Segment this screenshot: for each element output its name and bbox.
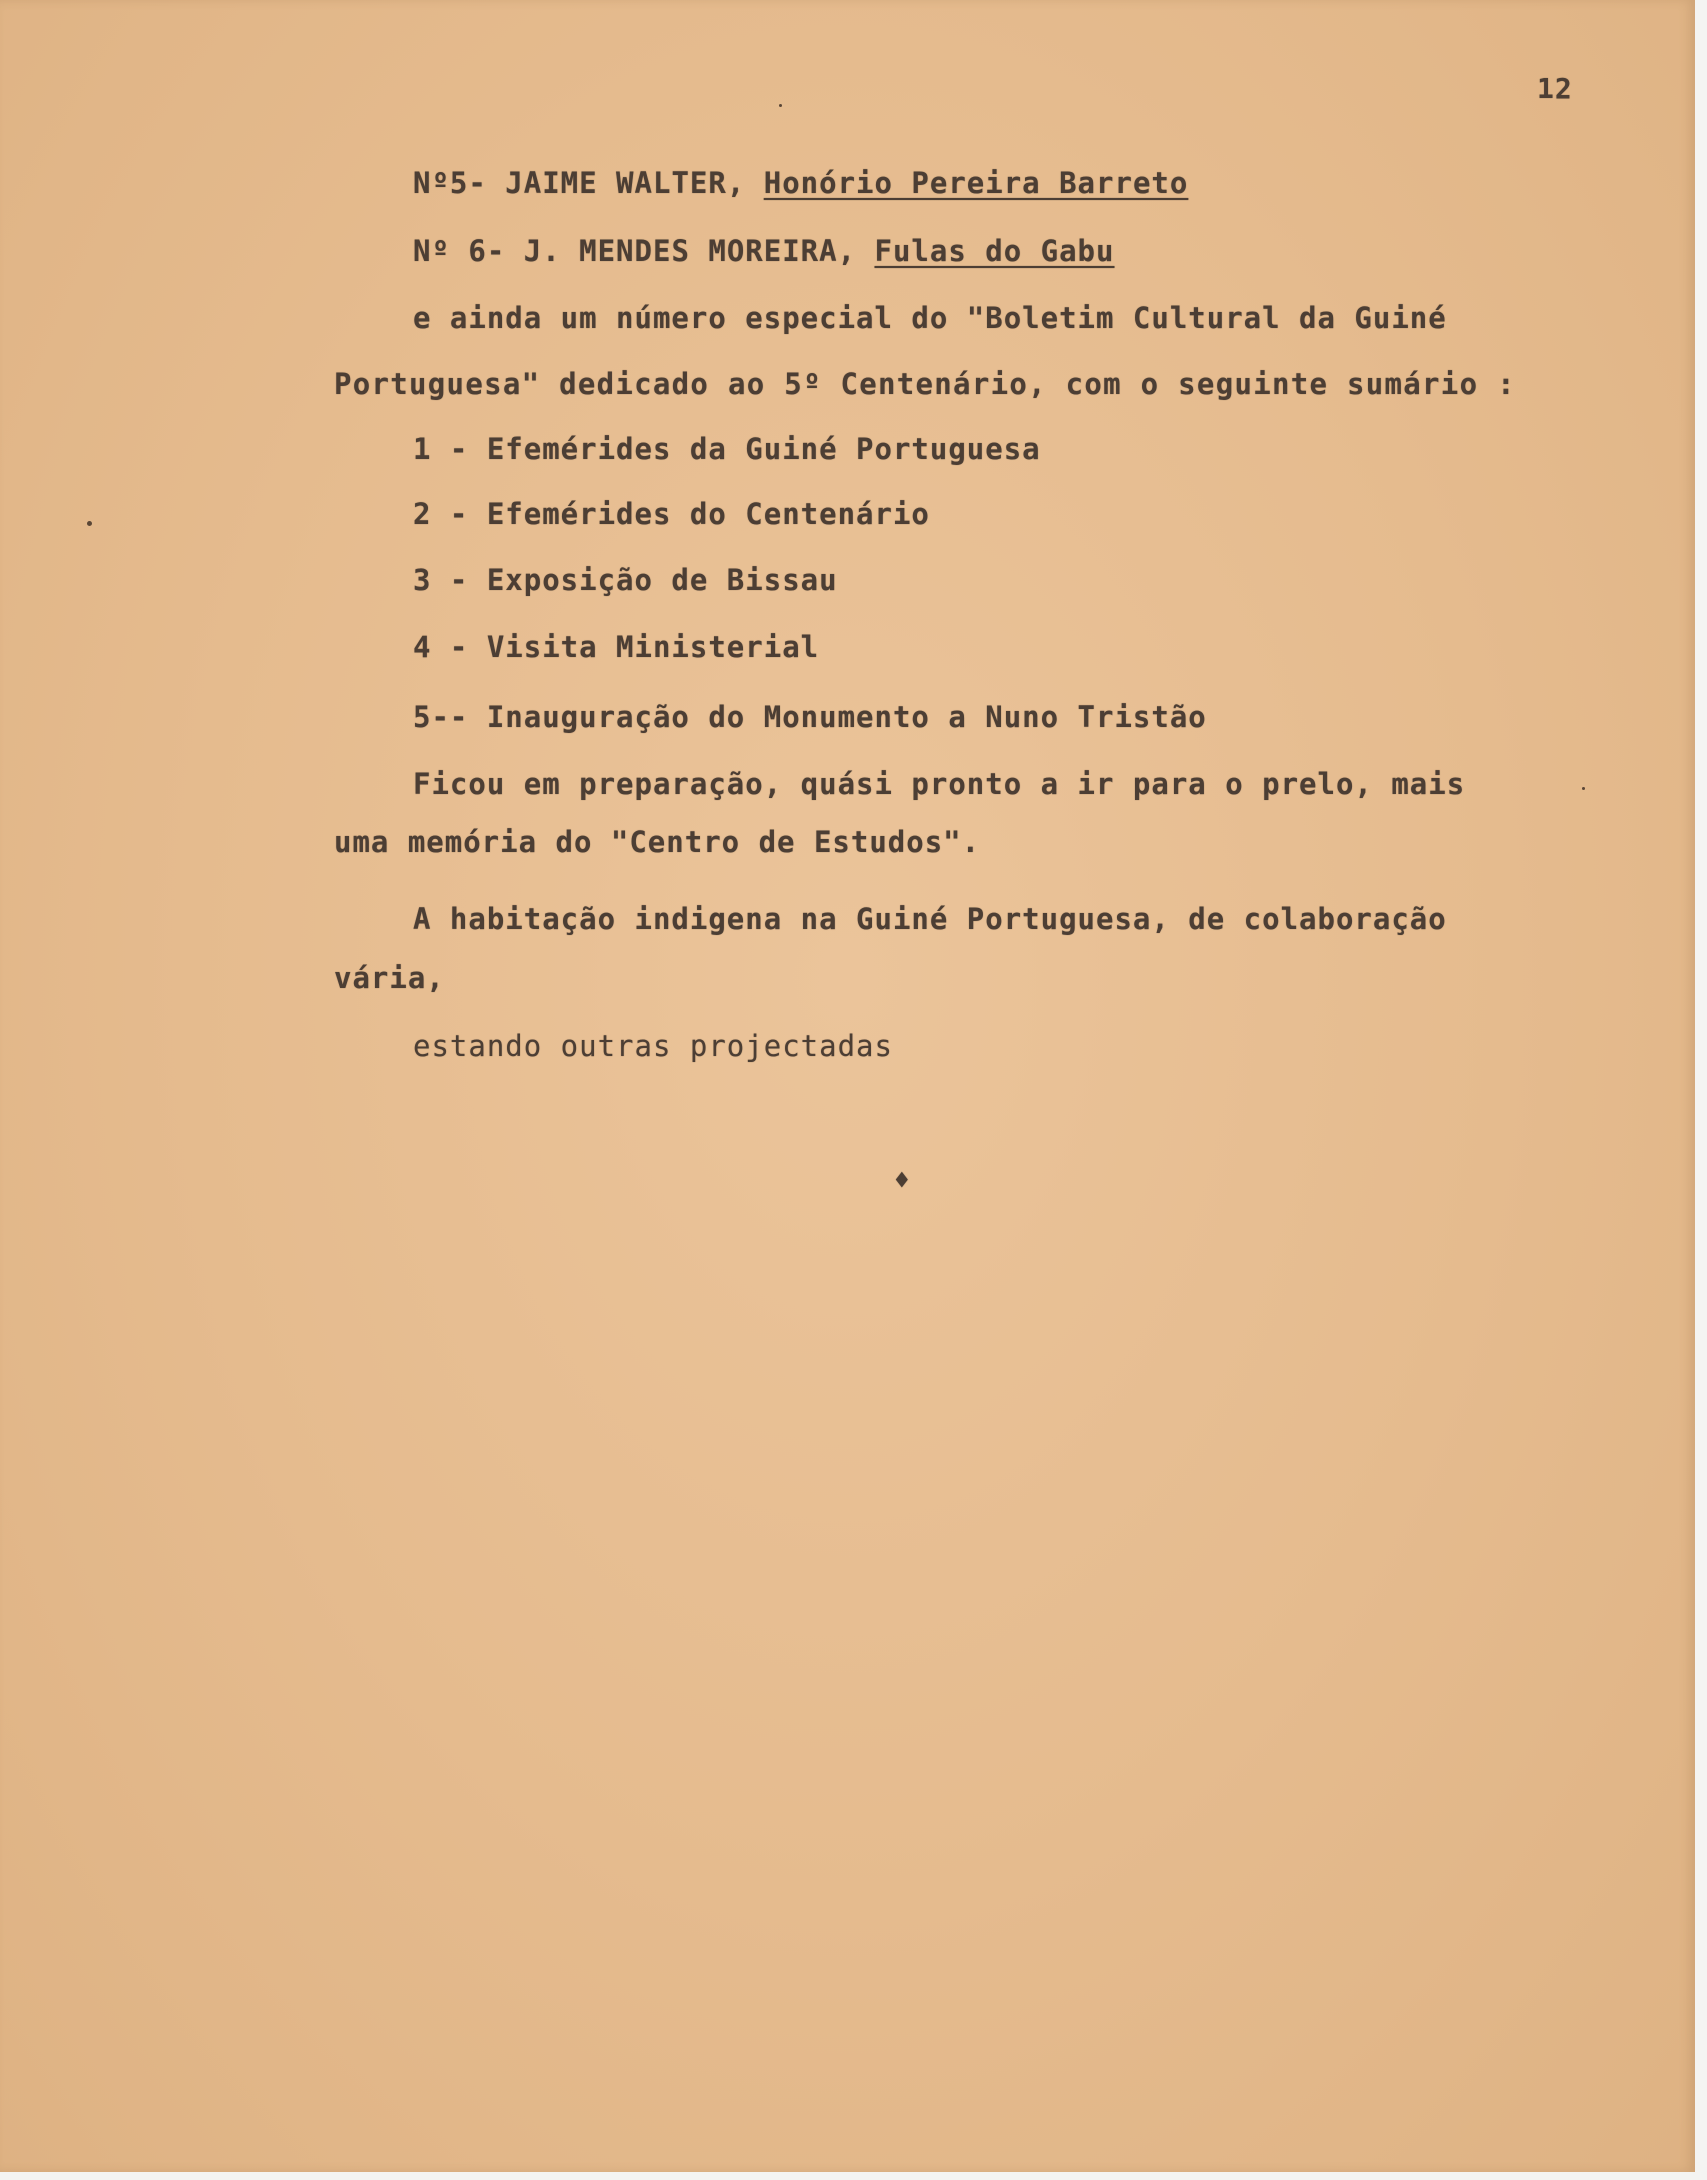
- publication-no5-line: [413, 166, 1188, 200]
- paper-speck: [1582, 787, 1585, 790]
- summary-item-1: 1 - Efemérides da Guiné Portuguesa: [413, 432, 1041, 466]
- summary-item-4: 4 - Visita Ministerial: [413, 630, 820, 664]
- publication-no6-title: Fulas do Gabu: [874, 234, 1115, 268]
- paper-speck: [779, 104, 782, 107]
- paper-speck: [87, 521, 92, 526]
- publication-no5-prefix: Nº5-: [413, 166, 487, 200]
- preparation-line-2: uma memória do "Centro de Estudos".: [334, 825, 981, 859]
- preparation-line-1: Ficou em preparação, quási pronto a ir para o prelo, mais: [413, 767, 1466, 801]
- page-edge: [1695, 0, 1707, 2180]
- special-issue-line-2: Portuguesa" dedicado ao 5º Centenário, com o seguinte sumário :: [334, 367, 1516, 401]
- special-issue-line-1: e ainda um número especial do "Boletim Cultural da Guiné: [413, 301, 1447, 335]
- page-bottom-edge: [0, 2172, 1707, 2180]
- publication-no5-title: Honório Pereira Barreto: [763, 166, 1189, 200]
- publication-no6-line: [413, 234, 1114, 268]
- summary-item-3: 3 - Exposição de Bissau: [413, 563, 838, 597]
- publication-no6-author: MENDES MOREIRA,: [579, 234, 875, 268]
- page-number: 12: [1537, 72, 1573, 105]
- other-projects-line: estando outras projectadas: [413, 1029, 893, 1063]
- summary-item-5: 5-- Inauguração do Monumento a Nuno Tristão: [413, 700, 1207, 734]
- end-mark: ♦: [894, 1166, 911, 1196]
- habitation-line-2: vária,: [334, 961, 445, 995]
- publication-no5-author: JAIME WALTER,: [486, 166, 764, 200]
- habitation-line-1: A habitação indigena na Guiné Portuguesa, de colaboração: [413, 902, 1447, 936]
- summary-item-2: 2 - Efemérides do Centenário: [413, 497, 930, 531]
- publication-no6-prefix: Nº 6- J.: [413, 234, 580, 268]
